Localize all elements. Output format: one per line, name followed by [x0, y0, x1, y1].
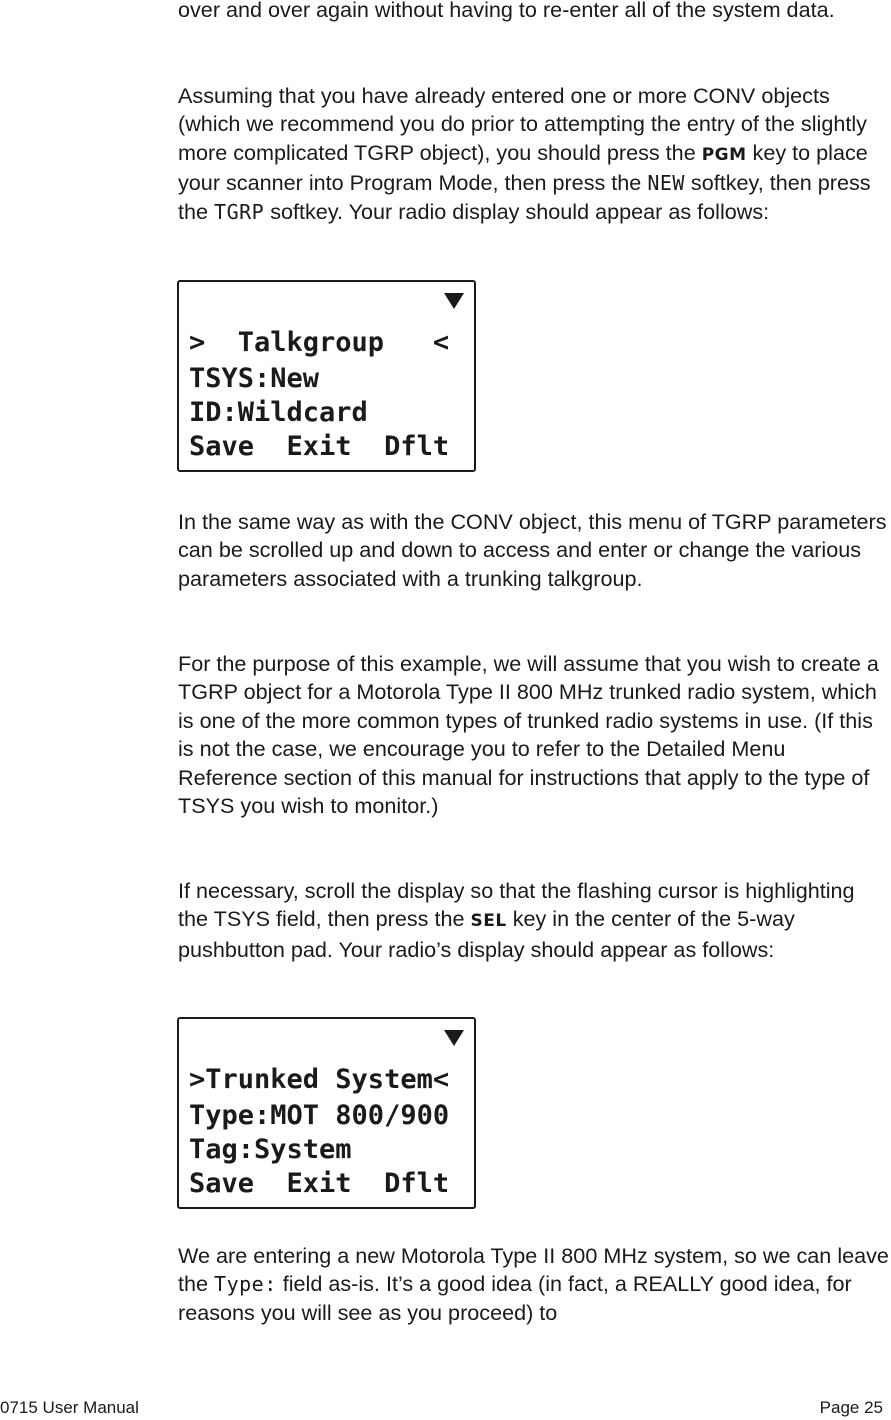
- scroll-down-arrow-icon: [444, 293, 464, 309]
- paragraph-intro: [178, 82, 890, 226]
- new-softkey-label: NEW: [647, 171, 685, 196]
- paragraph-text: softkey. Your radio display should appear as follows:: [264, 198, 770, 224]
- paragraph-text: softkey, then press the: [178, 170, 871, 224]
- paragraph-text: Assuming that you have already entered one or more CONV objects (which we recommend you do prior to attempting the entry of the slightly more complicated TGRP object), you should press the: [178, 83, 867, 165]
- paragraph-scroll: In the same way as with the CONV object, this menu of TGRP parameters can be scrolled up and down to access and enter or change the various parameters associated with a trunking talkgroup.: [178, 509, 887, 591]
- display-line-softkeys: Save Exit Dflt: [189, 1168, 450, 1199]
- display-line-title: > Talkgroup <: [189, 327, 450, 358]
- radio-display-talkgroup: [177, 280, 476, 472]
- type-field-label: Type:: [214, 1272, 277, 1297]
- footer-manual-title: 0715 User Manual: [0, 1398, 139, 1417]
- paragraph-example: For the purpose of this example, we will assume that you wish to create a TGRP object for a Motorola Type II 800 MHz trunked radio system, which is one of the more common types of trunked radio systems in use. (If this is not the case, we encourage you to refer to the Detailed Menu Reference section of this manual for instructions that apply to the type of TSYS you wish to monitor.): [178, 651, 879, 819]
- display-line-title: >Trunked System<: [189, 1064, 450, 1095]
- paragraph-type-field: [178, 1242, 890, 1327]
- paragraph-text: We are entering a new Motorola Type II 800 MHz system, so we can leave the: [178, 1243, 889, 1297]
- paragraph-text: If necessary, scroll the display so that the flashing cursor is highlighting the TSYS field, then press the: [178, 878, 855, 932]
- paragraph-text: key in the center of the 5-way pushbutton pad. Your radio’s display should appear as follows:: [178, 906, 795, 962]
- scroll-down-arrow-icon: [444, 1030, 464, 1046]
- display-line-softkeys: Save Exit Dflt: [189, 431, 450, 462]
- display-line-type: Type:MOT 800/900: [189, 1100, 450, 1131]
- paragraph-text: field as-is. It’s a good idea (in fact, a REALLY good idea, for reasons you will see as you proceed) to: [178, 1271, 852, 1325]
- sel-key-label: SEL: [470, 911, 507, 932]
- paragraph-continued: over and over again without having to re-enter all of the system data.: [178, 0, 835, 22]
- display-line-id: ID:Wildcard: [189, 397, 368, 428]
- paragraph-text: key to place your scanner into Program Mode, then press the: [178, 139, 868, 196]
- display-line-tag: Tag:System: [189, 1134, 352, 1165]
- footer-page-number: Page 25: [819, 1398, 883, 1417]
- radio-display-trunked-system: [177, 1017, 476, 1209]
- tgrp-softkey-label: TGRP: [214, 199, 265, 224]
- pgm-key-label: PGM: [701, 144, 747, 165]
- paragraph-sel: [178, 877, 890, 964]
- display-line-tsys: TSYS:New: [189, 363, 320, 394]
